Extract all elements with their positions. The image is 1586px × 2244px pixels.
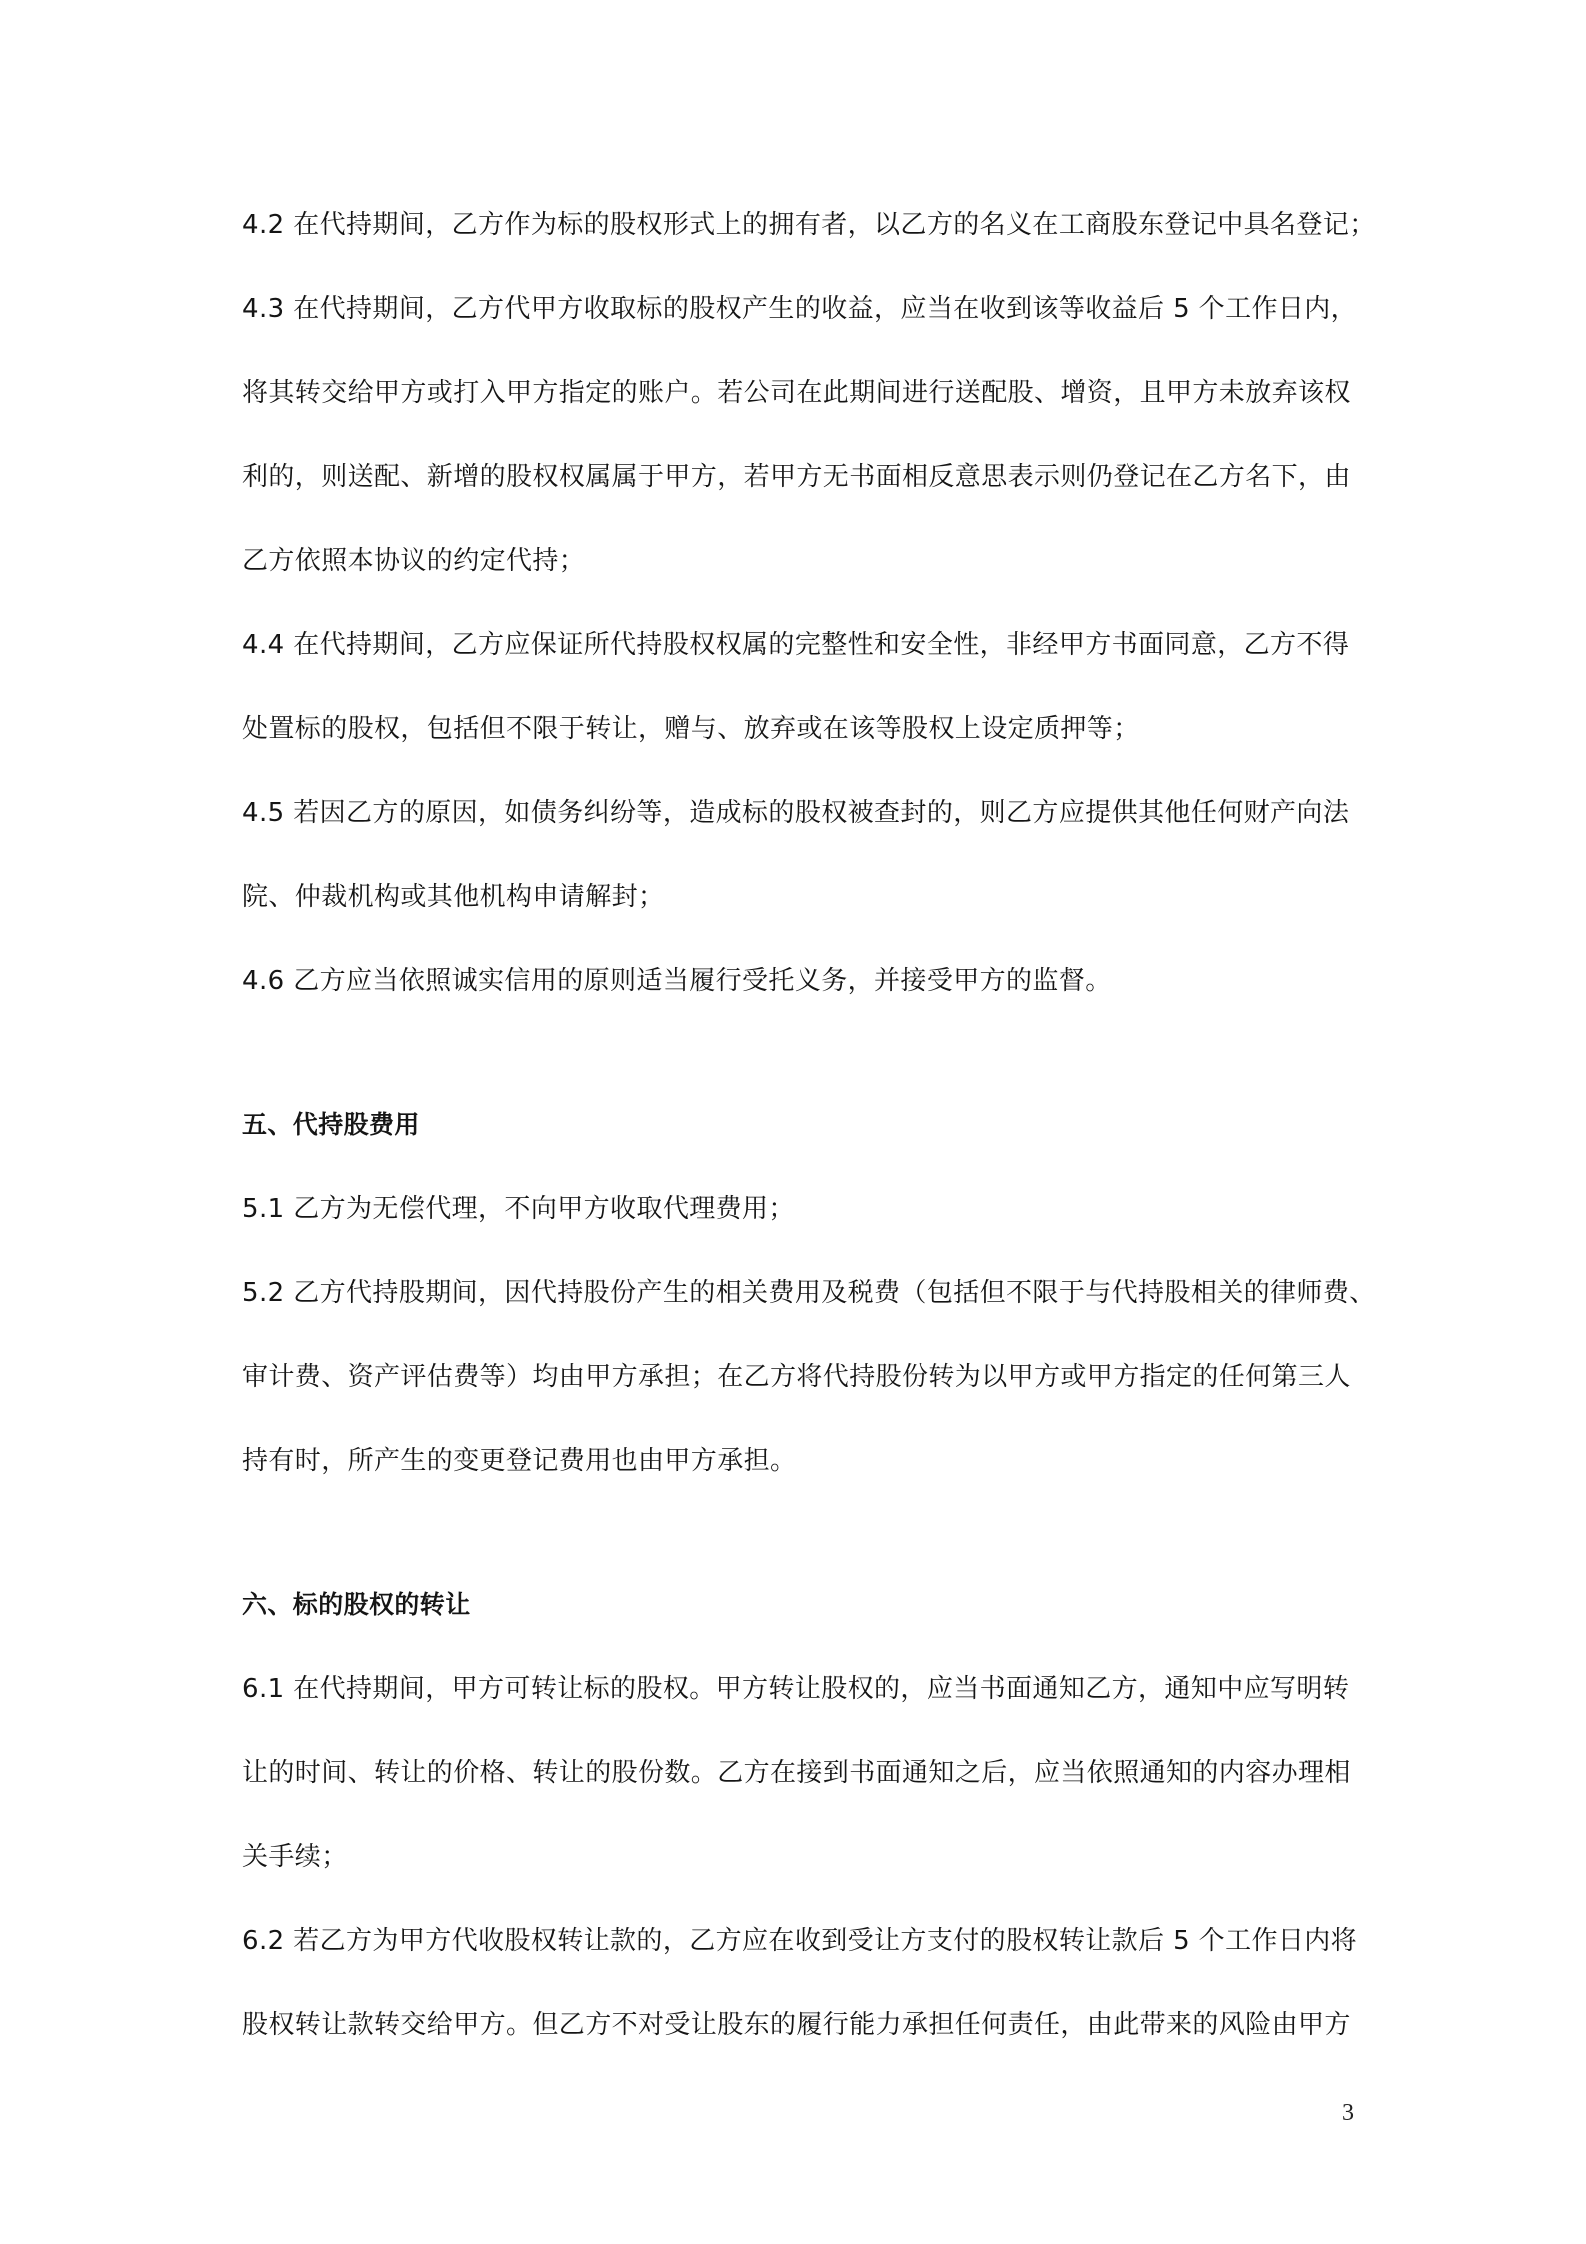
text-line: 持有时，所产生的变更登记费用也由甲方承担。	[242, 1446, 797, 1476]
text-line: 让的时间、转让的价格、转让的股份数。乙方在接到书面通知之后，应当依照通知的内容办理相	[242, 1758, 1351, 1788]
clause-paragraph	[242, 1278, 1376, 1530]
text-line: 6.1 在代持期间，甲方可转让标的股权。甲方转让股权的，应当书面通知乙方，通知中应写明转	[242, 1674, 1350, 1704]
text-line: 4.6 乙方应当依照诚实信用的原则适当履行受托义务，并接受甲方的监督。	[242, 966, 1112, 996]
text-line: 处置标的股权，包括但不限于转让，赠与、放弃或在该等股权上设定质押等；	[242, 714, 1140, 744]
text-line: 将其转交给甲方或打入甲方指定的账户。若公司在此期间进行送配股、增资，且甲方未放弃该权	[242, 378, 1351, 408]
clause-paragraph	[242, 1926, 1364, 2094]
document-body	[242, 210, 1376, 2094]
clause-paragraph	[242, 966, 1364, 1050]
section-heading: 五、代持股费用	[242, 1110, 420, 1139]
text-line: 4.5 若因乙方的原因，如债务纠纷等，造成标的股权被查封的，则乙方应提供其他任何财产向法	[242, 798, 1350, 828]
page-number: 3	[1342, 2100, 1354, 2126]
clause-paragraph	[242, 294, 1364, 630]
clause-paragraph	[242, 798, 1364, 966]
text-line: 6.2 若乙方为甲方代收股权转让款的，乙方应在收到受让方支付的股权转让款后 5 个工作日内将	[242, 1926, 1358, 1956]
text-line: 审计费、资产评估费等）均由甲方承担；在乙方将代持股份转为以甲方或甲方指定的任何第三人	[242, 1362, 1351, 1392]
text-line: 5.2 乙方代持股期间，因代持股份产生的相关费用及税费（包括但不限于与代持股相关的律师费、	[242, 1278, 1376, 1308]
clause-paragraph	[242, 1674, 1364, 1926]
clause-paragraph	[242, 630, 1364, 798]
text-line: 乙方依照本协议的约定代持；	[242, 546, 586, 576]
text-line: 股权转让款转交给甲方。但乙方不对受让股东的履行能力承担任何责任，由此带来的风险由甲方	[242, 2010, 1351, 2040]
text-line: 利的，则送配、新增的股权权属属于甲方，若甲方无书面相反意思表示则仍登记在乙方名下，由	[242, 462, 1351, 492]
text-line: 关手续；	[242, 1842, 348, 1872]
text-line: 4.4 在代持期间，乙方应保证所代持股权权属的完整性和安全性，非经甲方书面同意，乙方不得	[242, 630, 1350, 660]
section-gap	[242, 1050, 1364, 1110]
text-line: 4.3 在代持期间，乙方代甲方收取标的股权产生的收益，应当在收到该等收益后 5 个工作日内，	[242, 294, 1358, 324]
text-line: 5.1 乙方为无偿代理，不向甲方收取代理费用；	[242, 1194, 795, 1224]
section-heading: 六、标的股权的转让	[242, 1590, 471, 1619]
text-line: 4.2 在代持期间，乙方作为标的股权形式上的拥有者，以乙方的名义在工商股东登记中具名登记；	[242, 210, 1376, 240]
text-line: 院、仲裁机构或其他机构申请解封；	[242, 882, 665, 912]
clause-paragraph	[242, 210, 1376, 294]
clause-paragraph	[242, 1194, 1364, 1278]
section-gap	[242, 1530, 1364, 1590]
